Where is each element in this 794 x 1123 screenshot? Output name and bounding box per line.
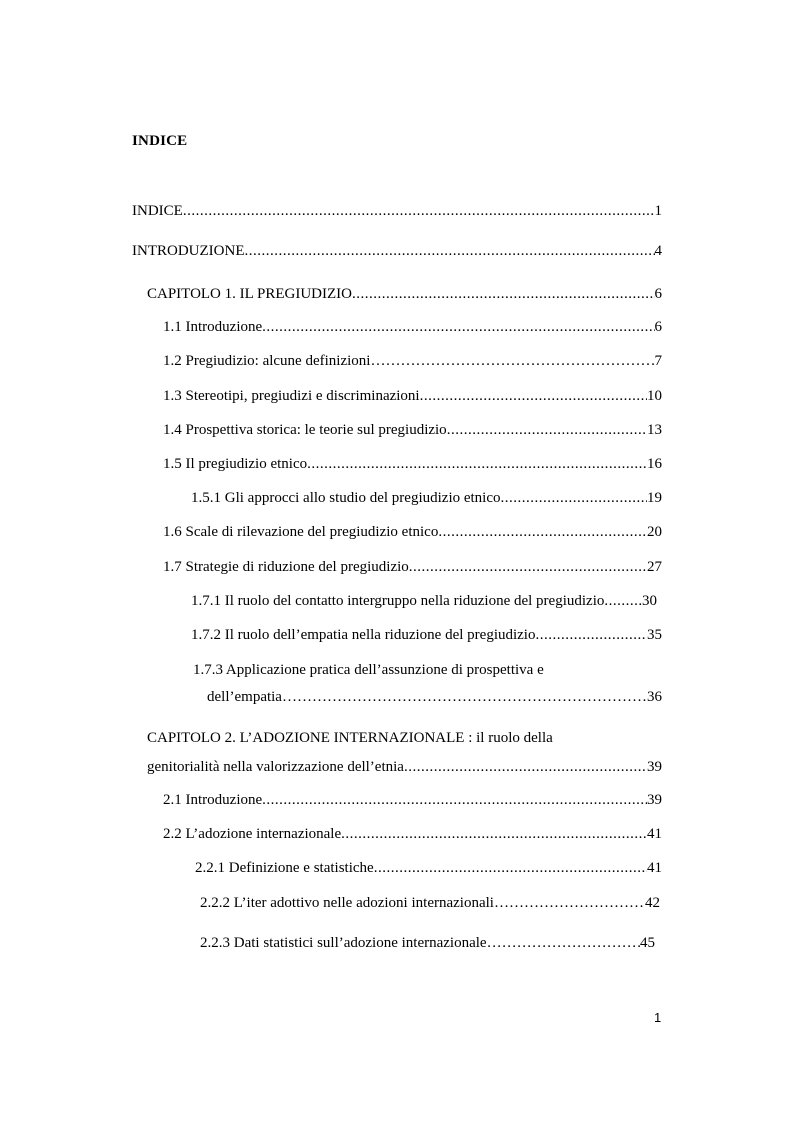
toc-leader-dots bbox=[183, 202, 655, 220]
toc-entry-page: 35 bbox=[647, 627, 662, 643]
toc-leader-dots bbox=[409, 558, 647, 576]
toc-entry-title: 1.5 Il pregiudizio etnico bbox=[163, 456, 308, 472]
toc-leader-dots bbox=[374, 859, 647, 877]
toc-entry-page: 7 bbox=[654, 353, 662, 369]
toc-leader-dots bbox=[494, 894, 645, 912]
toc-entry-title: INDICE bbox=[132, 203, 183, 219]
toc-entry-2-2-3[interactable] bbox=[200, 934, 655, 952]
toc-entry-title: 1.1 Introduzione bbox=[163, 319, 263, 335]
toc-entry-title: 1.2 Pregiudizio: alcune definizioni bbox=[163, 353, 371, 369]
toc-leader-dots bbox=[307, 455, 647, 473]
toc-entry-1-1[interactable] bbox=[163, 318, 662, 336]
toc-entry-page: 42 bbox=[645, 895, 660, 911]
toc-entry-1-7-2[interactable] bbox=[191, 626, 662, 644]
toc-entry-2-2-2[interactable] bbox=[200, 894, 660, 912]
toc-entry-page: 10 bbox=[647, 388, 662, 404]
toc-entry-1-5-1[interactable] bbox=[191, 489, 662, 507]
toc-entry-1-2[interactable] bbox=[163, 352, 662, 370]
toc-entry-capitolo-2-line1[interactable]: CAPITOLO 2. L’ADOZIONE INTERNAZIONALE : il ruolo della bbox=[147, 730, 553, 746]
toc-leader-dots bbox=[535, 626, 647, 644]
page-title: INDICE bbox=[132, 133, 188, 149]
toc-entry-page: 30 bbox=[642, 593, 657, 609]
toc-entry-page: 6 bbox=[654, 319, 662, 335]
toc-entry-2-2-1[interactable] bbox=[195, 859, 662, 877]
toc-entry-1-7-3-line1[interactable]: 1.7.3 Applicazione pratica dell’assunzione di prospettiva e bbox=[193, 662, 544, 678]
toc-entry-title: dell’empatia bbox=[207, 689, 282, 705]
toc-entry-capitolo-1[interactable] bbox=[147, 285, 662, 303]
toc-entry-page: 39 bbox=[647, 759, 662, 775]
toc-entry-page: 13 bbox=[647, 422, 662, 438]
toc-entry-title: 2.2 L’adozione internazionale bbox=[163, 826, 342, 842]
page-number: 1 bbox=[654, 1010, 662, 1025]
toc-entry-1-4[interactable] bbox=[163, 421, 662, 439]
toc-entry-title: 1.7 Strategie di riduzione del pregiudizio bbox=[163, 559, 409, 575]
toc-leader-dots bbox=[487, 934, 640, 952]
toc-entry-page: 1 bbox=[654, 203, 662, 219]
toc-leader-dots bbox=[447, 421, 647, 439]
toc-entry-1-7-1[interactable] bbox=[191, 592, 657, 610]
toc-entry-1-6[interactable] bbox=[163, 523, 662, 541]
toc-entry-page: 6 bbox=[654, 286, 662, 302]
toc-leader-dots bbox=[501, 489, 647, 507]
toc-entry-title: 1.7.2 Il ruolo dell’empatia nella riduzione del pregiudizio bbox=[191, 627, 536, 643]
toc-entry-title: 2.2.2 L’iter adottivo nelle adozioni internazionali bbox=[200, 895, 494, 911]
toc-leader-dots bbox=[370, 352, 654, 370]
toc-entry-page: 16 bbox=[647, 456, 662, 472]
toc-entry-title: 1.6 Scale di rilevazione del pregiudizio etnico bbox=[163, 524, 439, 540]
toc-entry-page: 36 bbox=[647, 689, 662, 705]
toc-entry-1-5[interactable] bbox=[163, 455, 662, 473]
toc-leader-dots bbox=[420, 387, 647, 405]
toc-leader-dots bbox=[262, 791, 647, 809]
toc-entry-page: 4 bbox=[654, 243, 662, 259]
toc-entry-page: 19 bbox=[647, 490, 662, 506]
toc-entry-title: 1.5.1 Gli approcci allo studio del pregiudizio etnico bbox=[191, 490, 501, 506]
toc-entry-page: 27 bbox=[647, 559, 662, 575]
toc-entry-title: 2.1 Introduzione bbox=[163, 792, 263, 808]
toc-entry-title: genitorialità nella valorizzazione dell’etnia bbox=[147, 759, 404, 775]
toc-entry-page: 20 bbox=[647, 524, 662, 540]
toc-entry-page: 45 bbox=[640, 935, 655, 951]
toc-entry-2-1[interactable] bbox=[163, 791, 662, 809]
toc-entry-capitolo-2[interactable] bbox=[147, 758, 662, 776]
toc-entry-1-7-3[interactable] bbox=[207, 688, 662, 706]
toc-entry-title: CAPITOLO 1. IL PREGIUDIZIO bbox=[147, 286, 352, 302]
toc-entry-title: 1.4 Prospettiva storica: le teorie sul pregiudizio bbox=[163, 422, 447, 438]
toc-leader-dots bbox=[282, 688, 647, 706]
toc-entry-page: 39 bbox=[647, 792, 662, 808]
toc-entry-introduzione[interactable] bbox=[132, 242, 662, 260]
toc-entry-indice[interactable] bbox=[132, 202, 662, 220]
toc-leader-dots bbox=[352, 285, 655, 303]
toc-entry-2-2[interactable] bbox=[163, 825, 662, 843]
toc-entry-page: 41 bbox=[647, 860, 662, 876]
toc-entry-page: 41 bbox=[647, 826, 662, 842]
toc-leader-dots bbox=[404, 758, 647, 776]
toc-leader-dots bbox=[244, 242, 654, 260]
toc-entry-1-7[interactable] bbox=[163, 558, 662, 576]
toc-leader-dots bbox=[262, 318, 654, 336]
toc-entry-title: 1.7.1 Il ruolo del contatto intergruppo nella riduzione del pregiudizio bbox=[191, 593, 605, 609]
toc-entry-title: 1.3 Stereotipi, pregiudizi e discriminazioni bbox=[163, 388, 420, 404]
toc-entry-title: INTRODUZIONE bbox=[132, 243, 245, 259]
toc-leader-dots bbox=[438, 523, 647, 541]
toc-leader-dots bbox=[604, 592, 642, 610]
toc-leader-dots bbox=[341, 825, 647, 843]
toc-entry-1-3[interactable] bbox=[163, 387, 662, 405]
toc-entry-title: 2.2.1 Definizione e statistiche bbox=[195, 860, 374, 876]
toc-entry-title: 2.2.3 Dati statistici sull’adozione internazionale bbox=[200, 935, 487, 951]
